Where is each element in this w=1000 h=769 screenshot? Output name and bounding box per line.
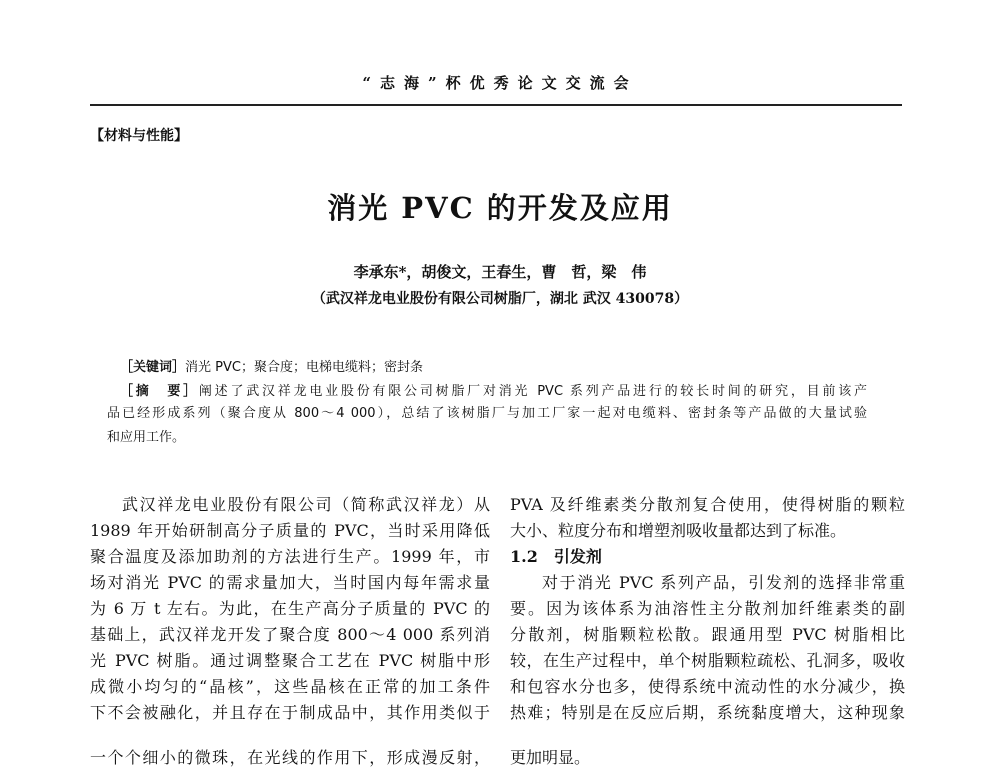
body-line: 要。因为该体系为油溶性主分散剂加纤维素类的副 xyxy=(510,599,905,618)
body-line: 一个个细小的微珠，在光线的作用下，形成漫反射， xyxy=(90,748,490,767)
running-header: “志海”杯优秀论文交流会 xyxy=(362,74,638,92)
subsection-heading: 1.2 引发剂 xyxy=(510,547,602,566)
body-line: 聚合温度及添加助剂的方法进行生产。1999 年，市 xyxy=(90,547,490,566)
body-line: 基础上，武汉祥龙开发了聚合度 800～4 000 系列消 xyxy=(90,625,490,644)
keywords-text: 消光 PVC；聚合度；电梯电缆料；密封条 xyxy=(185,360,423,375)
authors: 李承东*，胡俊文，王春生，曹 哲，梁 伟 xyxy=(353,263,647,281)
body-line: 和包容水分也多，使得系统中流动性的水分减少，换 xyxy=(510,677,905,696)
body-line: PVA 及纤维素类分散剂复合使用，使得树脂的颗粒 xyxy=(510,495,905,514)
body-line: 较，在生产过程中，单个树脂颗粒疏松、孔洞多，吸收 xyxy=(510,651,905,670)
keywords xyxy=(120,356,423,375)
body-line: 场对消光 PVC 的需求量加大，当时国内每年需求量 xyxy=(90,573,490,592)
abstract-line: 阐述了武汉祥龙电业股份有限公司树脂厂对消光 PVC 系列产品进行的较长时间的研究，目前该产 xyxy=(198,384,867,399)
section-tag: 【材料与性能】 xyxy=(90,128,188,144)
abstract-label: ［摘 要］ xyxy=(120,384,199,399)
body-line: 武汉祥龙电业股份有限公司（简称武汉祥龙）从 xyxy=(122,495,490,514)
body-line: 对于消光 PVC 系列产品，引发剂的选择非常重 xyxy=(542,573,905,592)
paper-title: 消光 PVC 的开发及应用 xyxy=(327,191,673,225)
body-line: 为 6 万 t 左右。为此，在生产高分子质量的 PVC 的 xyxy=(90,599,490,618)
body-line: 1989 年开始研制高分子质量的 PVC，当时采用降低 xyxy=(90,521,490,540)
header-rule xyxy=(90,104,902,106)
keywords-label: ［关键词］ xyxy=(120,360,186,375)
body-line: 光 PVC 树脂。通过调整聚合工艺在 PVC 树脂中形 xyxy=(90,651,490,670)
body-line: 大小、粒度分布和增塑剂吸收量都达到了标准。 xyxy=(510,521,847,540)
body-line: 成微小均匀的“晶核”，这些晶核在正常的加工条件 xyxy=(90,677,490,696)
body-line: 更加明显。 xyxy=(510,748,591,767)
body-line: 下不会被融化，并且存在于制成品中，其作用类似于 xyxy=(90,703,490,722)
abstract-line: 和应用工作。 xyxy=(107,430,186,445)
body-line: 热难；特别是在反应后期，系统黏度增大，这种现象 xyxy=(510,703,905,722)
affiliation: （武汉祥龙电业股份有限公司树脂厂，湖北 武汉 430078） xyxy=(311,291,689,307)
abstract-line: 品已经形成系列（聚合度从 800～4 000），总结了该树脂厂与加工厂家一起对电缆料、密封条等产品做的大量试验 xyxy=(107,406,867,421)
body-line: 分散剂，树脂颗粒松散。跟通用型 PVC 树脂相比 xyxy=(510,625,905,644)
abstract-first-line xyxy=(120,380,867,399)
